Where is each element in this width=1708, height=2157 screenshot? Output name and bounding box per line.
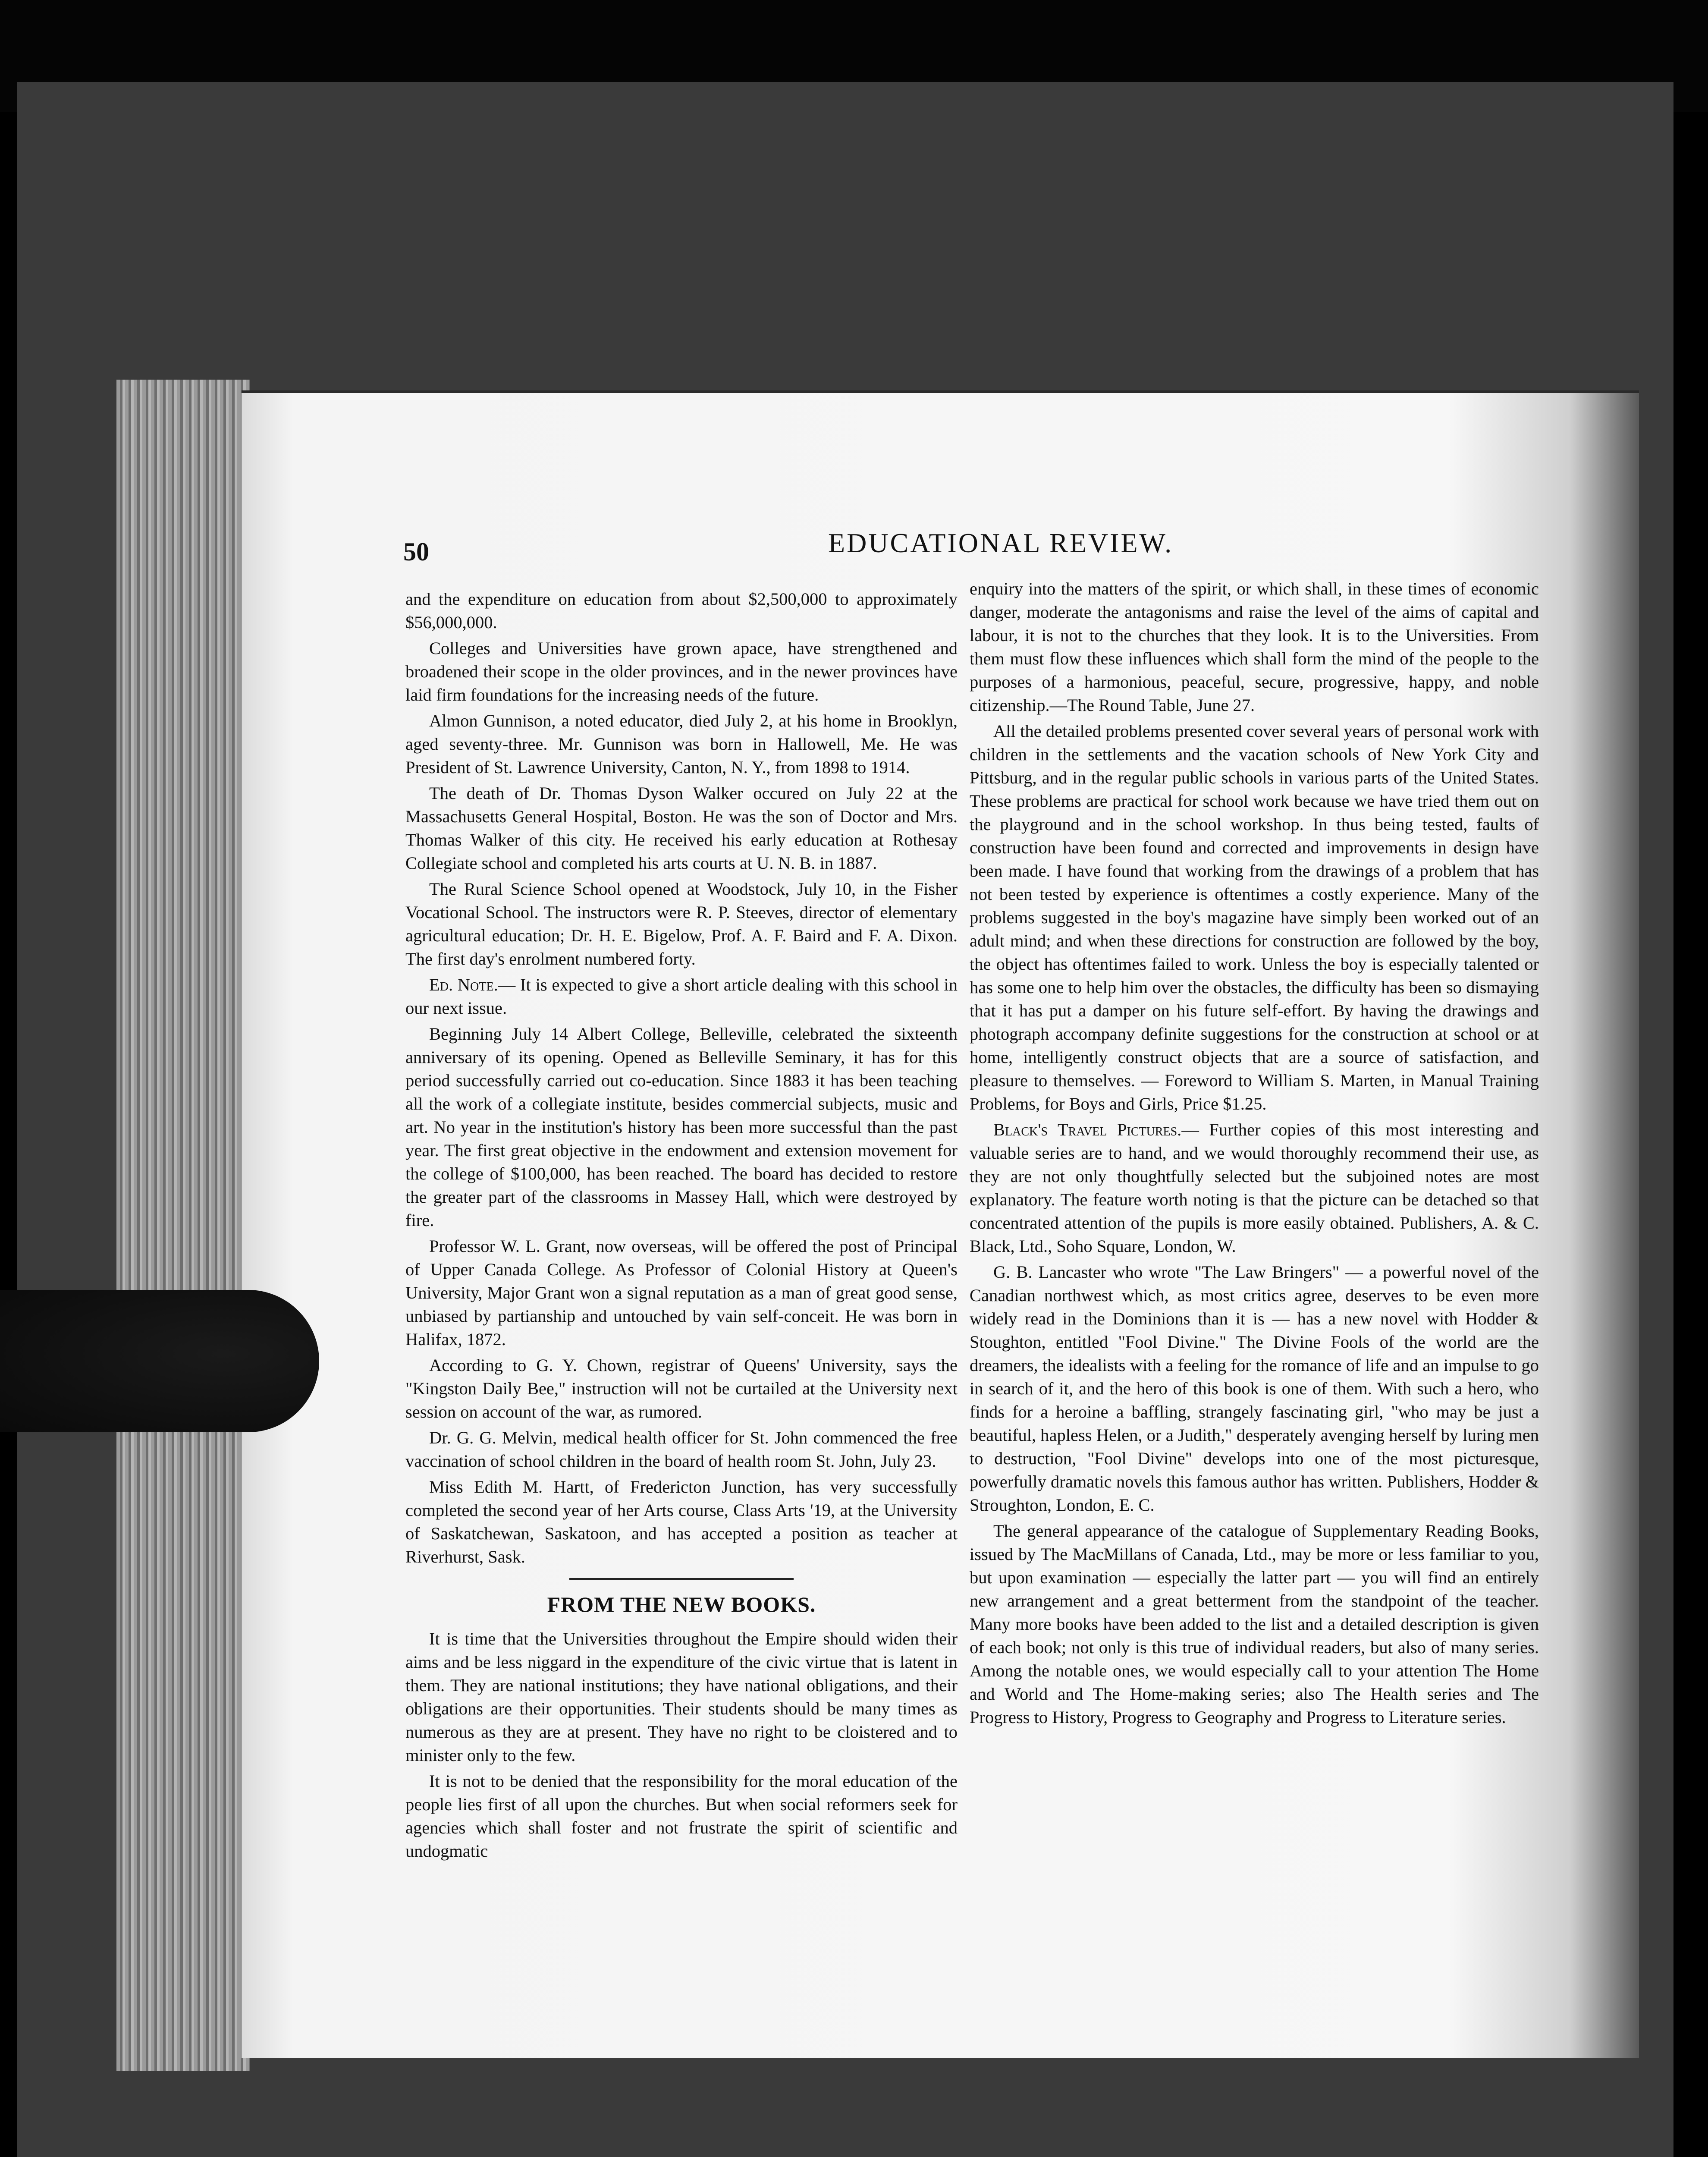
- black-travel-item: [970, 1118, 1539, 1258]
- ed-note-text: — It is expected to give a short article dealing with this school in our next issue.: [405, 975, 958, 1018]
- paragraph: Beginning July 14 Albert College, Belleville, celebrated the sixteenth anniversary of its opening. Opened as Belleville Seminary, it has for this period successfully carried out co-education. Since 1883 it has been teaching all the work of a collegiate institute, besides commercial subjects, music and art. No year in the institution's history has been more successful than the past year. The first great objective in the endowment and extension movement for the college of $100,000, has been reached. The board has decided to restore the greater part of the classrooms in Massey Hall, which were destroyed by fire.: [405, 1024, 958, 1230]
- paragraph: It is not to be denied that the responsibility for the moral education of the people lies first of all upon the churches. But when social reformers seek for agencies which shall foster and not frustrate the spirit of scientific and undogmatic: [405, 1771, 958, 1861]
- page-edges: [116, 380, 250, 2071]
- left-news-items: [405, 588, 958, 971]
- paragraph: Miss Edith M. Hartt, of Fredericton Junction, has very successfully completed the second year of her Arts course, Class Arts '19, at the University of Saskatchewan, Saskatoon, and has accepted a position as teacher at Riverhurst, Sask.: [405, 1477, 958, 1566]
- new-books-items: [405, 1627, 958, 1863]
- paragraph: Almon Gunnison, a noted educator, died July 2, at his home in Brooklyn, aged seventy-three. Mr. Gunnison was born in Hallowell, Me. He was President of St. Lawrence University, Canton, N. Y., from 1898 to 1914.: [405, 711, 958, 777]
- right-items-continued: [970, 1261, 1539, 1729]
- paragraph: The death of Dr. Thomas Dyson Walker occured on July 22 at the Massachusetts General Hospital, Boston. He was the son of Doctor and Mrs. Thomas Walker of this city. He received his early education at Rothesay Collegiate school and completed his arts courts at U. N. B. in 1887.: [405, 783, 958, 873]
- paragraph: Dr. G. G. Melvin, medical health officer for St. John commenced the free vaccination of school children in the board of health room St. John, July 23.: [405, 1428, 958, 1471]
- thumb-shadow: [0, 1290, 319, 1432]
- black-travel-text: — Further copies of this most interesting and valuable series are to hand, and we would thoroughly recommend their use, as they are not only thoughtfully selected but the subjoined notes are most explanatory. The feature worth noting is that the picture can be detached so that concentrated attention of the pupils is more easily obtained. Publishers, A. & C. Black, Ltd., Soho Square, London, W.: [970, 1120, 1539, 1256]
- section-divider: [569, 1578, 794, 1580]
- right-column: [970, 577, 1539, 1732]
- paragraph: It is time that the Universities throughout the Empire should widen their aims and be less niggard in the expenditure of the civic virtue that is latent in them. They are national institutions; they have national obligations, and their obligations are their opportunities. Their students should be many times as numerous as they are at present. They have no right to be cloistered and to minister only to the few.: [405, 1629, 958, 1765]
- paragraph: All the detailed problems presented cover several years of personal work with children in the settlements and the vacation schools of New York City and Pittsburg, and in the regular public schools in various parts of the United States. These problems are practical for school work because we have tried them out on the playground and in the school workshop. In thus being tested, faults of construction have been found and corrected and improvements in design have been made. I have found that working from the drawings of a problem that has not been tested by experience is oftentimes a costly experience. Many of the problems suggested in the boy's magazine have simply been worked out of an adult mind; and when these directions for construction are followed by the boy, the object has oftentimes failed to work. Unless the boy is especially talented or has some one to help him over the obstacles, the difficulty has been so dismaying that it has put a damper on his future self-effort. By having the drawings and photograph accompany definite suggestions for the construction at school or at home, intelligently construct objects that are a source of satisfaction, and pleasure to themselves. — Foreword to William S. Marten, in Manual Training Problems, for Boys and Girls, Price $1.25.: [970, 721, 1539, 1113]
- running-head: EDUCATIONAL REVIEW.: [828, 528, 1174, 558]
- black-travel-label: Black's Travel Pictures.: [993, 1120, 1182, 1139]
- paragraph: and the expenditure on education from about $2,500,000 to approximately $56,000,000.: [405, 589, 958, 632]
- paragraph: According to G. Y. Chown, registrar of Queens' University, says the "Kingston Daily Bee," instruction will not be curtailed at the University next session on account of the war, as rumored.: [405, 1355, 958, 1421]
- section-heading: FROM THE NEW BOOKS.: [547, 1592, 816, 1616]
- paragraph: enquiry into the matters of the spirit, or which shall, in these times of economic danger, moderate the antagonisms and raise the level of the aims of capital and labour, it is not to the churches that they look. It is to the Universities. From them must flow these influences which shall form the mind of the people to the purposes of a harmonious, peaceful, secure, progressive, happy, and noble citizenship.—The Round Table, June 27.: [970, 579, 1539, 715]
- left-news-items-continued: [405, 1022, 958, 1569]
- right-items: [970, 577, 1539, 1116]
- ed-note: [405, 973, 958, 1020]
- paragraph: The Rural Science School opened at Woodstock, July 10, in the Fisher Vocational School. The instructors were R. P. Steeves, director of elementary agricultural education; Dr. H. E. Bigelow, Prof. A. F. Baird and F. A. Dixon. The first day's enrolment numbered forty.: [405, 879, 958, 968]
- page-number: 50: [403, 538, 429, 566]
- paragraph: Professor W. L. Grant, now overseas, will be offered the post of Principal of Upper Canada College. As Professor of Colonial History at Queen's University, Major Grant won a signal reputation as a man of great good sense, unbiased by partianship and untouched by vain self-conceit. He was born in Halifax, 1872.: [405, 1236, 958, 1349]
- paragraph: Colleges and Universities have grown apace, have strengthened and broadened their scope in the older provinces, and in the newer provinces have laid firm foundations for the increasing needs of the future.: [405, 638, 958, 704]
- paragraph: The general appearance of the catalogue of Supplementary Reading Books, issued by The MacMillans of Canada, Ltd., may be more or less familiar to you, but upon examination — especially the latter part — you will find an entirely new arrangement and a great betterment from the standpoint of the teacher. Many more books have been added to the list and a detailed description is given of each book; not only is this true of individual readers, but also of many series. Among the notable ones, we would especially call to your attention The Home and World and The Home-making series; also The Health series and The Progress to History, Progress to Geography and Progress to Literature series.: [970, 1521, 1539, 1727]
- left-column: [405, 588, 958, 1865]
- ed-note-label: Ed. Note.: [429, 975, 498, 994]
- paragraph: G. B. Lancaster who wrote "The Law Bringers" — a powerful novel of the Canadian northwest which, as most critics agree, deserves to be even more widely read in the Dominions than it is — has a new novel with Hodder & Stoughton, entitled "Fool Divine." The Divine Fools of the world are the dreamers, the idealists with a feeling for the romance of life and an impulse to go in search of it, and the hero of this book is one of them. With such a hero, who finds for a heroine a baffling, strangely fascinating girl, "who may be just a beautiful, hapless Helen, or a Judith," desperately avenging herself by luring men to destruction, "Fool Divine" develops into one of the most picturesque, powerfully dramatic novels this famous author has written. Publishers, Hodder & Stroughton, London, E. C.: [970, 1262, 1539, 1515]
